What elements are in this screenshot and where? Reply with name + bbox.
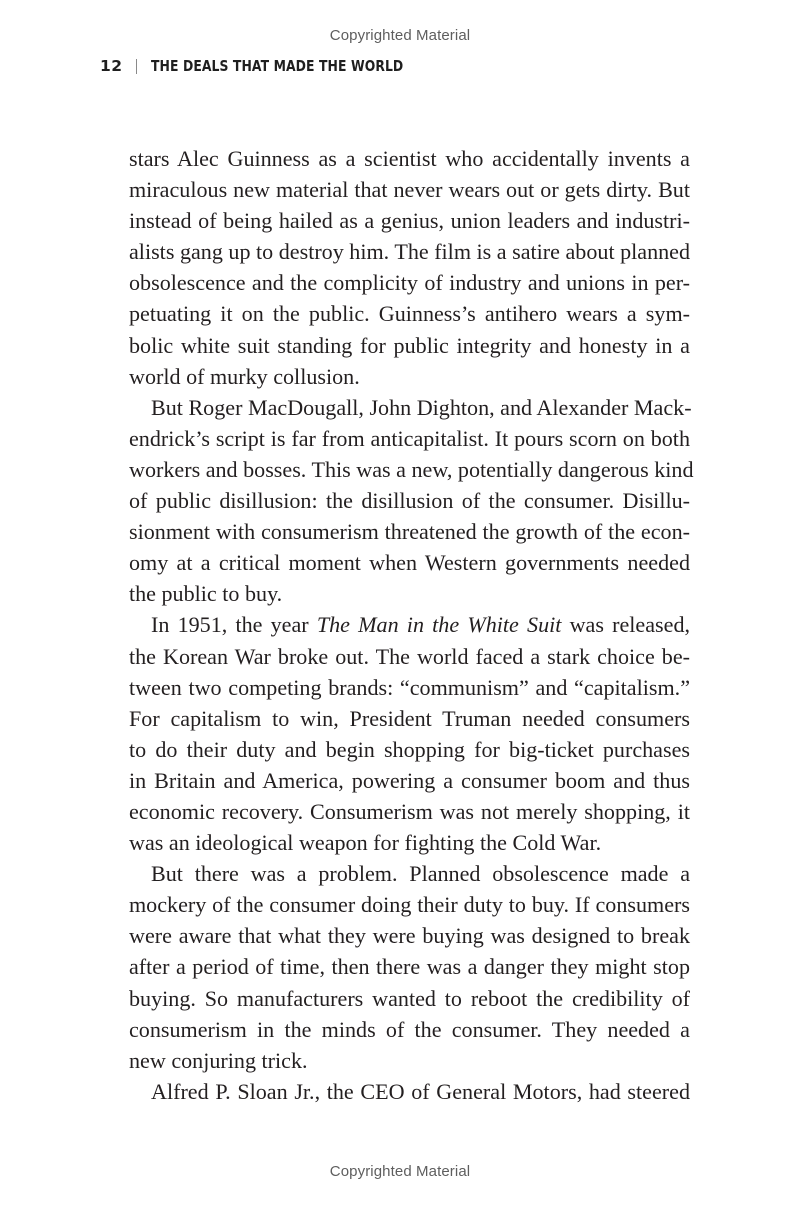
text-line: petuating it on the public. Guinness’s antihero wears a sym- — [129, 301, 690, 327]
body-text — [129, 143, 694, 1107]
running-head — [100, 54, 466, 78]
text-run: was released, — [561, 612, 691, 638]
text-line: instead of being hailed as a genius, union leaders and industri- — [129, 208, 690, 234]
text-line: endrick’s script is far from anticapitalist. It pours scorn on both — [129, 425, 690, 451]
text-line: were aware that what they were buying was designed to break — [129, 923, 690, 949]
text-line: But Roger MacDougall, John Dighton, and Alexander Mack- — [151, 394, 692, 420]
text-line — [129, 609, 690, 640]
text-line: after a period of time, then there was a danger they might stop — [129, 954, 690, 980]
text-line: buying. So manufacturers wanted to reboot the credibility of — [129, 985, 690, 1011]
text-line: in Britain and America, powering a consumer boom and thus — [129, 767, 690, 793]
text-line: to do their duty and begin shopping for big-ticket purchases — [129, 736, 690, 762]
film-title: The Man in the White Suit — [316, 612, 562, 638]
paragraph — [129, 858, 690, 1076]
text-line: workers and bosses. This was a new, potentially dangerous kind — [129, 456, 694, 482]
text-line: the public to buy. — [129, 581, 283, 607]
text-line: new conjuring trick. — [129, 1047, 308, 1073]
copyright-watermark-bottom: Copyrighted Material — [329, 1163, 471, 1180]
text-line: For capitalism to win, President Truman needed consumers — [129, 705, 690, 731]
text-line: tween two competing brands: “communism” and “capitalism.” — [129, 674, 690, 700]
text-line: bolic white suit standing for public integrity and honesty in a — [129, 332, 690, 358]
copyright-watermark-top: Copyrighted Material — [329, 27, 471, 44]
page-number: 12 — [100, 57, 123, 75]
text-run: In 1951, the year — [151, 612, 317, 638]
paragraph — [129, 609, 690, 858]
text-line: of public disillusion: the disillusion of the consumer. Disillu- — [129, 488, 690, 514]
text-line: mockery of the consumer doing their duty to buy. If consumers — [129, 892, 690, 918]
paragraph — [129, 392, 694, 610]
header-divider — [136, 59, 137, 74]
text-line: stars Alec Guinness as a scientist who accidentally invents a — [129, 146, 690, 171]
text-line: alists gang up to destroy him. The film is a satire about planned — [129, 239, 691, 265]
book-title: THE DEALS THAT MADE THE WORLD — [150, 57, 403, 75]
text-line: consumerism in the minds of the consumer. They needed a — [129, 1016, 690, 1042]
paragraph — [129, 1076, 690, 1107]
text-line: sionment with consumerism threatened the growth of the econ- — [129, 519, 690, 545]
text-line: omy at a critical moment when Western governments needed — [129, 550, 690, 576]
text-line: world of murky collusion. — [129, 363, 360, 389]
text-line: miraculous new material that never wears out or gets dirty. But — [129, 177, 690, 203]
text-line: the Korean War broke out. The world faced a stark choice be- — [129, 643, 690, 669]
paragraph — [129, 143, 690, 392]
text-line: was an ideological weapon for fighting the Cold War. — [129, 830, 602, 856]
text-line: Alfred P. Sloan Jr., the CEO of General Motors, had steered — [151, 1078, 690, 1104]
text-line: obsolescence and the complicity of industry and unions in per- — [129, 270, 690, 296]
text-line: economic recovery. Consumerism was not merely shopping, it — [129, 798, 690, 824]
text-line: But there was a problem. Planned obsolescence made a — [151, 861, 690, 887]
